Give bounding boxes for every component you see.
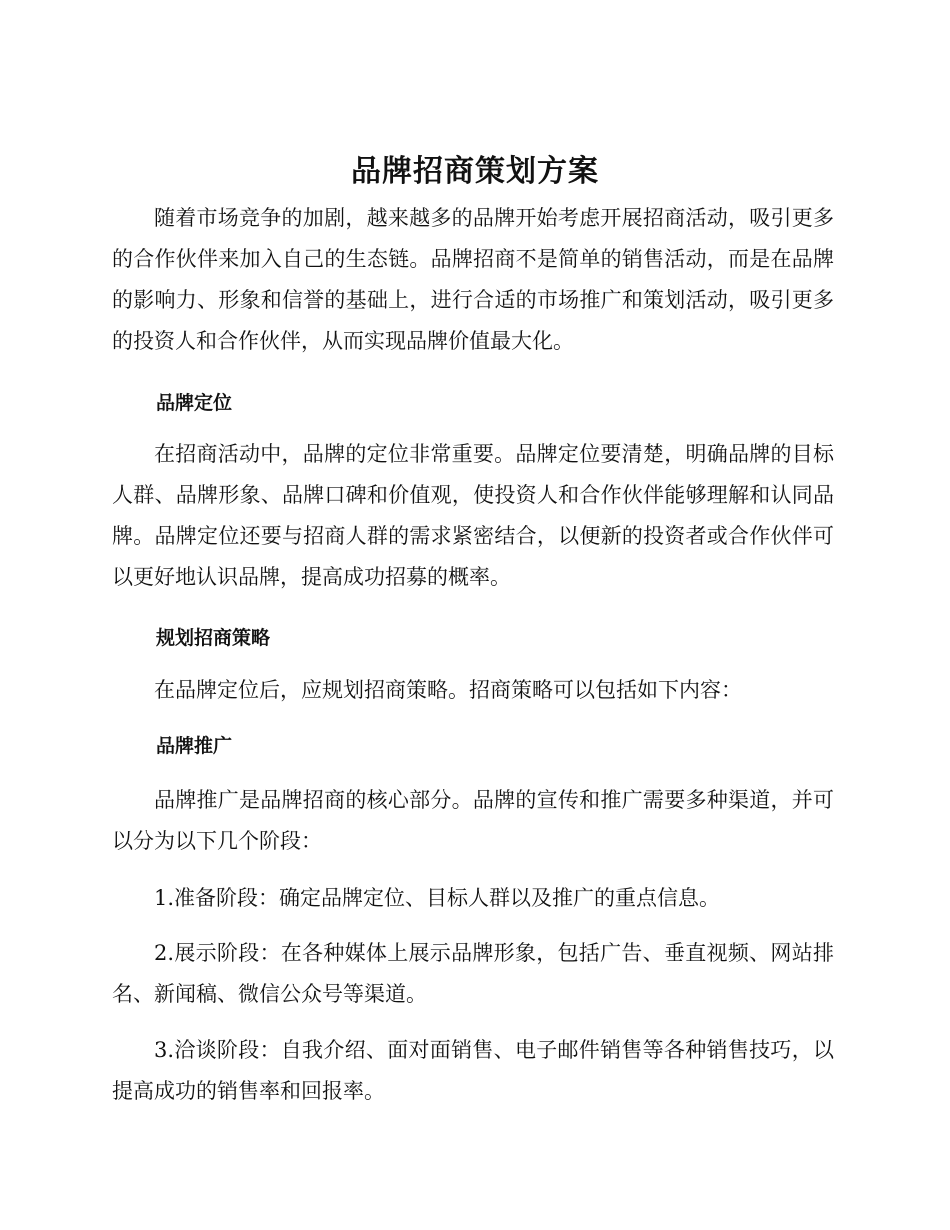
strategy-paragraph: 在品牌定位后，应规划招商策略。招商策略可以包括如下内容： <box>154 678 742 702</box>
section-heading-brand-positioning: 品牌定位 <box>156 392 233 414</box>
section-heading-brand-promotion: 品牌推广 <box>156 735 233 757</box>
promotion-step-1: 1.准备阶段：确定品牌定位、目标人群以及推广的重点信息。 <box>154 886 721 910</box>
promotion-step-3: 3.洽谈阶段：自我介绍、面对面销售、电子邮件销售等各种销售技巧，以提高成功的销售率和回报率。 <box>112 1038 834 1103</box>
promotion-paragraph: 品牌推广是品牌招商的核心部分。品牌的宣传和推广需要多种渠道，并可以分为以下几个阶段： <box>112 788 834 853</box>
section-heading-strategy: 规划招商策略 <box>156 627 271 649</box>
brand-positioning-paragraph: 在招商活动中，品牌的定位非常重要。品牌定位要清楚，明确品牌的目标人群、品牌形象、品牌口碑和价值观，使投资人和合作伙伴能够理解和认同品牌。品牌定位还要与招商人群的需求紧密结合，以便新的投资者或合作伙伴可以更好地认识品牌，提高成功招募的概率。 <box>112 442 834 589</box>
document-title: 品牌招商策划方案 <box>351 154 599 189</box>
intro-paragraph: 随着市场竞争的加剧，越来越多的品牌开始考虑开展招商活动，吸引更多的合作伙伴来加入自己的生态链。品牌招商不是简单的销售活动，而是在品牌的影响力、形象和信誉的基础上，进行合适的市场推广和策划活动，吸引更多的投资人和合作伙伴，从而实现品牌价值最大化。 <box>112 206 834 353</box>
promotion-step-2: 2.展示阶段：在各种媒体上展示品牌形象，包括广告、垂直视频、网站排名、新闻稿、微信公众号等渠道。 <box>112 941 834 1006</box>
